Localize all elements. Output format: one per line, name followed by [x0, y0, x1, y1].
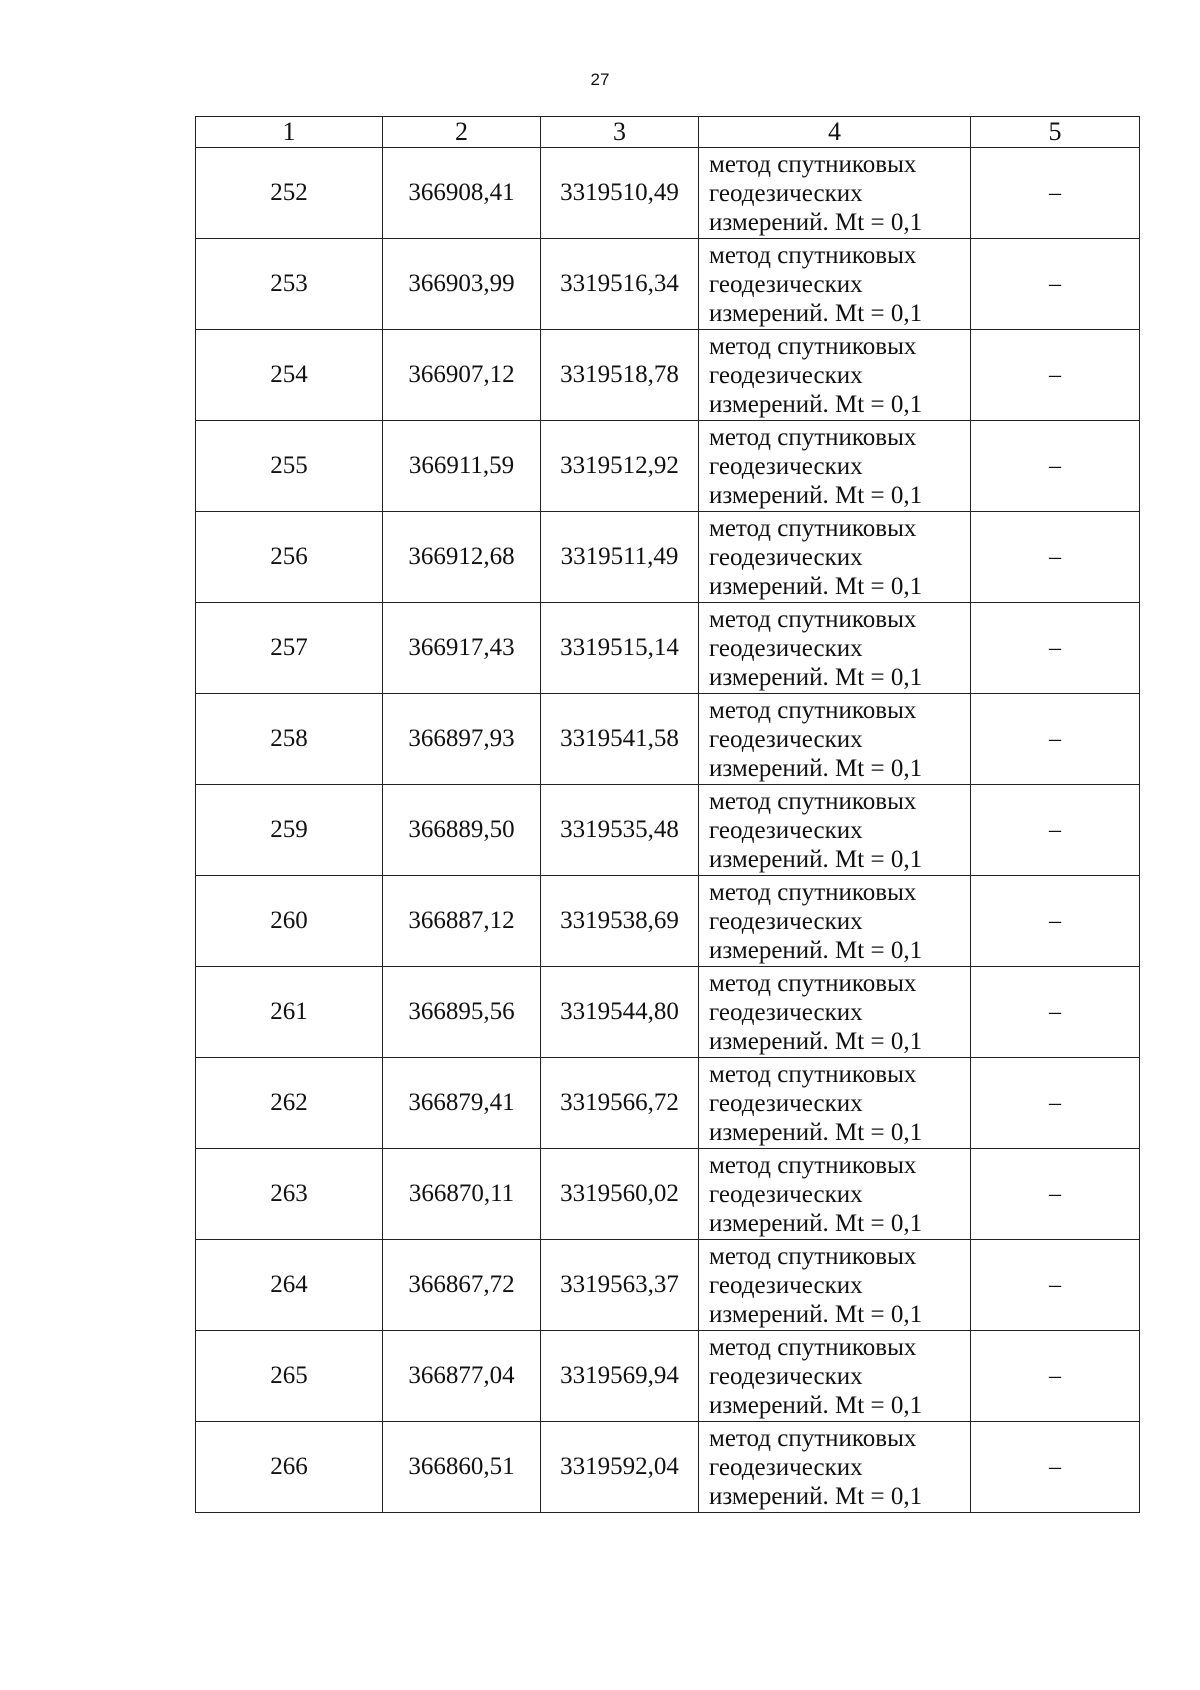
method-cell: [699, 1149, 971, 1240]
method-text-line: измерений. Mt = 0,1: [709, 1118, 923, 1146]
point-number-cell: 266: [196, 1422, 383, 1513]
method-text-line: геодезических: [709, 725, 863, 753]
method-text-line: метод спутниковых: [709, 241, 917, 269]
method-text-line: метод спутниковых: [709, 150, 917, 178]
x-coordinate-cell: 366912,68: [383, 512, 541, 603]
point-number-cell: 254: [196, 330, 383, 421]
method-text-line: геодезических: [709, 270, 863, 298]
method-cell: [699, 421, 971, 512]
table-row: [196, 1058, 1140, 1149]
method-text-line: метод спутниковых: [709, 787, 917, 815]
method-text-line: измерений. Mt = 0,1: [709, 390, 923, 418]
note-cell: –: [971, 603, 1140, 694]
x-coordinate-cell: 366907,12: [383, 330, 541, 421]
y-coordinate-cell: 3319569,94: [541, 1331, 699, 1422]
method-text-line: измерений. Mt = 0,1: [709, 1027, 923, 1055]
point-number-cell: 255: [196, 421, 383, 512]
table-row: [196, 148, 1140, 239]
header-cell-2: 2: [383, 117, 541, 148]
point-number-cell: 262: [196, 1058, 383, 1149]
point-number-cell: 258: [196, 694, 383, 785]
method-text-line: измерений. Mt = 0,1: [709, 572, 923, 600]
point-number-cell: 259: [196, 785, 383, 876]
note-cell: –: [971, 967, 1140, 1058]
y-coordinate-cell: 3319516,34: [541, 239, 699, 330]
method-text-line: измерений. Mt = 0,1: [709, 1300, 923, 1328]
method-text-line: метод спутниковых: [709, 1060, 917, 1088]
method-cell: [699, 785, 971, 876]
method-text-line: геодезических: [709, 998, 863, 1026]
method-text-line: геодезических: [709, 634, 863, 662]
x-coordinate-cell: 366908,41: [383, 148, 541, 239]
method-text-line: геодезических: [709, 543, 863, 571]
table-row: [196, 1149, 1140, 1240]
point-number-cell: 261: [196, 967, 383, 1058]
coordinates-table: [195, 116, 1140, 1513]
table-body: [196, 148, 1140, 1513]
header-cell-5: 5: [971, 117, 1140, 148]
note-cell: –: [971, 876, 1140, 967]
method-text-line: измерений. Mt = 0,1: [709, 299, 923, 327]
point-number-cell: 256: [196, 512, 383, 603]
method-text-line: измерений. Mt = 0,1: [709, 845, 923, 873]
method-text-line: метод спутниковых: [709, 332, 917, 360]
y-coordinate-cell: 3319538,69: [541, 876, 699, 967]
table-row: [196, 785, 1140, 876]
table-header: [196, 117, 1140, 148]
method-text-line: геодезических: [709, 1362, 863, 1390]
method-text-line: измерений. Mt = 0,1: [709, 936, 923, 964]
method-text-line: метод спутниковых: [709, 696, 917, 724]
header-cell-3: 3: [541, 117, 699, 148]
header-cell-4: 4: [699, 117, 971, 148]
table-row: [196, 421, 1140, 512]
note-cell: –: [971, 694, 1140, 785]
method-text-line: метод спутниковых: [709, 1151, 917, 1179]
method-text-line: измерений. Mt = 0,1: [709, 1209, 923, 1237]
method-cell: [699, 967, 971, 1058]
note-cell: –: [971, 148, 1140, 239]
y-coordinate-cell: 3319541,58: [541, 694, 699, 785]
point-number-cell: 252: [196, 148, 383, 239]
table-row: [196, 1422, 1140, 1513]
method-text-line: измерений. Mt = 0,1: [709, 1482, 923, 1510]
method-text-line: геодезических: [709, 361, 863, 389]
method-text-line: метод спутниковых: [709, 1424, 917, 1452]
x-coordinate-cell: 366903,99: [383, 239, 541, 330]
table-row: [196, 603, 1140, 694]
method-text-line: измерений. Mt = 0,1: [709, 754, 923, 782]
note-cell: –: [971, 785, 1140, 876]
method-text-line: геодезических: [709, 1089, 863, 1117]
y-coordinate-cell: 3319566,72: [541, 1058, 699, 1149]
method-cell: [699, 603, 971, 694]
method-cell: [699, 694, 971, 785]
x-coordinate-cell: 366889,50: [383, 785, 541, 876]
note-cell: –: [971, 1331, 1140, 1422]
x-coordinate-cell: 366911,59: [383, 421, 541, 512]
note-cell: –: [971, 1422, 1140, 1513]
x-coordinate-cell: 366870,11: [383, 1149, 541, 1240]
note-cell: –: [971, 1058, 1140, 1149]
method-text-line: геодезических: [709, 452, 863, 480]
method-cell: [699, 876, 971, 967]
method-cell: [699, 1058, 971, 1149]
method-text-line: измерений. Mt = 0,1: [709, 663, 923, 691]
method-cell: [699, 1422, 971, 1513]
method-cell: [699, 239, 971, 330]
y-coordinate-cell: 3319544,80: [541, 967, 699, 1058]
point-number-cell: 260: [196, 876, 383, 967]
y-coordinate-cell: 3319510,49: [541, 148, 699, 239]
point-number-cell: 265: [196, 1331, 383, 1422]
table-row: [196, 967, 1140, 1058]
note-cell: –: [971, 1240, 1140, 1331]
note-cell: –: [971, 330, 1140, 421]
table-row: [196, 1240, 1140, 1331]
method-text-line: геодезических: [709, 1180, 863, 1208]
method-text-line: измерений. Mt = 0,1: [709, 481, 923, 509]
point-number-cell: 263: [196, 1149, 383, 1240]
x-coordinate-cell: 366887,12: [383, 876, 541, 967]
point-number-cell: 257: [196, 603, 383, 694]
table-row: [196, 512, 1140, 603]
page-number: 27: [590, 70, 610, 89]
method-text-line: измерений. Mt = 0,1: [709, 208, 923, 236]
method-cell: [699, 1240, 971, 1331]
method-text-line: геодезических: [709, 1271, 863, 1299]
point-number-cell: 253: [196, 239, 383, 330]
x-coordinate-cell: 366897,93: [383, 694, 541, 785]
table-row: [196, 1331, 1140, 1422]
header-cell-1: 1: [196, 117, 383, 148]
method-cell: [699, 330, 971, 421]
method-text-line: метод спутниковых: [709, 878, 917, 906]
y-coordinate-cell: 3319563,37: [541, 1240, 699, 1331]
y-coordinate-cell: 3319518,78: [541, 330, 699, 421]
point-number-cell: 264: [196, 1240, 383, 1331]
method-text-line: метод спутниковых: [709, 1333, 917, 1361]
x-coordinate-cell: 366895,56: [383, 967, 541, 1058]
note-cell: –: [971, 512, 1140, 603]
method-text-line: геодезических: [709, 179, 863, 207]
y-coordinate-cell: 3319592,04: [541, 1422, 699, 1513]
y-coordinate-cell: 3319511,49: [541, 512, 699, 603]
method-text-line: метод спутниковых: [709, 605, 917, 633]
y-coordinate-cell: 3319512,92: [541, 421, 699, 512]
method-text-line: геодезических: [709, 907, 863, 935]
method-text-line: метод спутниковых: [709, 423, 917, 451]
note-cell: –: [971, 421, 1140, 512]
header-row: [196, 117, 1140, 148]
x-coordinate-cell: 366877,04: [383, 1331, 541, 1422]
note-cell: –: [971, 1149, 1140, 1240]
y-coordinate-cell: 3319560,02: [541, 1149, 699, 1240]
method-text-line: метод спутниковых: [709, 969, 917, 997]
method-cell: [699, 512, 971, 603]
x-coordinate-cell: 366879,41: [383, 1058, 541, 1149]
y-coordinate-cell: 3319515,14: [541, 603, 699, 694]
method-cell: [699, 1331, 971, 1422]
method-text-line: метод спутниковых: [709, 1242, 917, 1270]
method-text-line: геодезических: [709, 816, 863, 844]
x-coordinate-cell: 366867,72: [383, 1240, 541, 1331]
method-text-line: геодезических: [709, 1453, 863, 1481]
method-cell: [699, 148, 971, 239]
note-cell: –: [971, 239, 1140, 330]
table-row: [196, 330, 1140, 421]
x-coordinate-cell: 366917,43: [383, 603, 541, 694]
table-row: [196, 876, 1140, 967]
x-coordinate-cell: 366860,51: [383, 1422, 541, 1513]
method-text-line: метод спутниковых: [709, 514, 917, 542]
y-coordinate-cell: 3319535,48: [541, 785, 699, 876]
table-row: [196, 239, 1140, 330]
table-row: [196, 694, 1140, 785]
method-text-line: измерений. Mt = 0,1: [709, 1391, 923, 1419]
